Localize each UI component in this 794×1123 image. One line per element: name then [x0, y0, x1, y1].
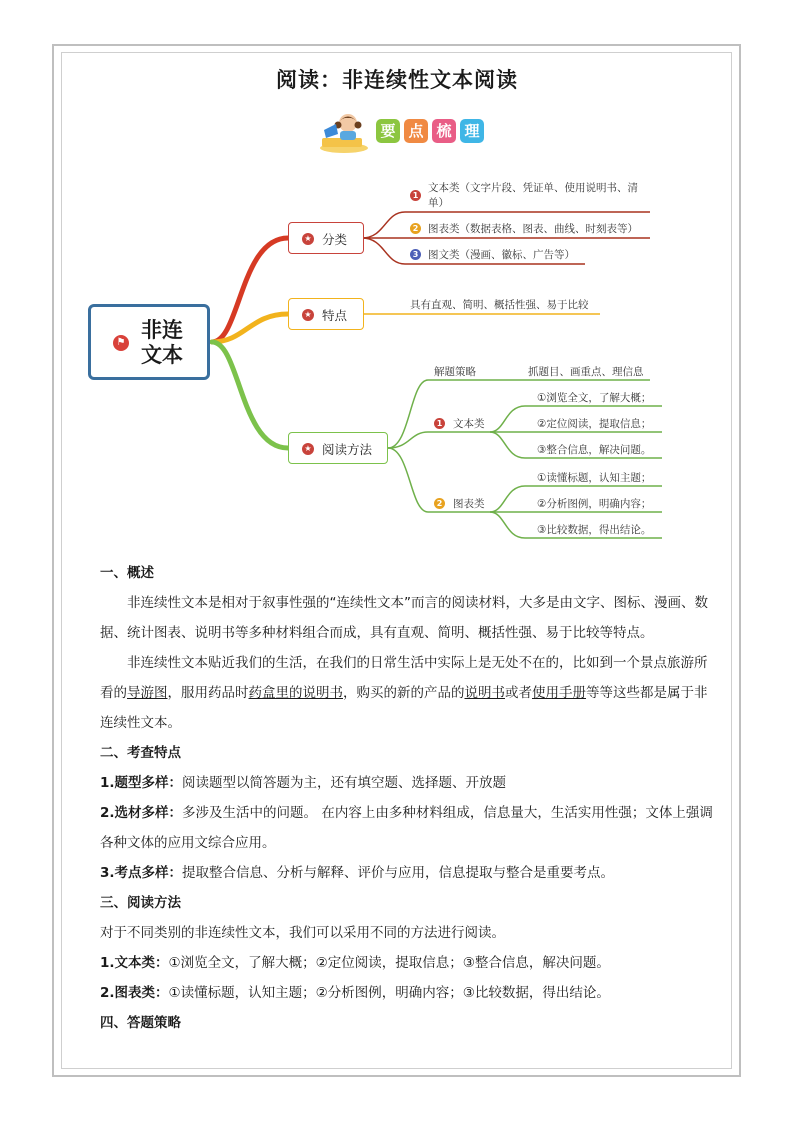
section-4-heading: 四、答题策略	[100, 1015, 181, 1031]
number-1-icon: 1	[410, 190, 421, 201]
section-2-heading: 二、考查特点	[100, 745, 181, 761]
section-3-item-2	[100, 978, 720, 1008]
text-run: ，服用药品时	[167, 685, 249, 701]
item-label: 1.文本类：	[100, 955, 169, 971]
number-1-icon: 1	[434, 418, 445, 429]
category-item-1-cont: 单）	[428, 197, 449, 209]
star-icon: ★	[302, 443, 314, 455]
text-run: 非连续性文本贴近我们的生活，在我们的日常生活中实际上是无处不在的，比如到一个景点旅游所看的	[100, 655, 708, 701]
text-step-3: ③整合信息，解决问题。	[537, 444, 652, 456]
badge-char-4: 理	[460, 119, 484, 143]
number-2-icon: 2	[434, 498, 445, 509]
item-label: 2.图表类：	[100, 985, 169, 1001]
root-label: 非连 文本	[141, 318, 183, 367]
branch-feature-label: 特点	[322, 308, 348, 323]
branch-category-label: 分类	[322, 232, 348, 247]
badge-char-2: 点	[404, 119, 428, 143]
text-run: ，购买的新的产品的	[343, 685, 465, 701]
feature-text: 具有直观、简明、概括性强、易于比较	[410, 299, 589, 311]
page-title: 阅读：非连续性文本阅读	[276, 68, 518, 92]
category-item-1: 文本类（文字片段、凭证单、使用说明书、清	[428, 182, 638, 194]
badge-char-3: 梳	[432, 119, 456, 143]
star-icon: ★	[302, 233, 314, 245]
text-step-2: ②定位阅读，提取信息；	[537, 418, 652, 430]
chart-step-2: ②分析图例，明确内容；	[537, 498, 652, 510]
underlined-term: 导游图	[127, 685, 168, 701]
mindmap-root	[88, 304, 210, 380]
badge-char-1: 要	[376, 119, 400, 143]
underlined-term: 说明书	[464, 685, 505, 701]
chart-step-3: ③比较数据，得出结论。	[537, 524, 652, 536]
chart-step-1: ①读懂标题，认知主题；	[537, 472, 652, 484]
item-label: 3.考点多样：	[100, 865, 183, 881]
category-item-3: 图文类（漫画、徽标、广告等）	[428, 249, 575, 261]
section-1-paragraph-2	[100, 648, 720, 738]
text-type-label: 文本类	[453, 418, 485, 430]
flag-icon: ⚑	[113, 335, 129, 351]
item-text: ①读懂标题，认知主题；②分析图例，明确内容；③比较数据，得出结论。	[168, 985, 610, 1001]
underlined-term: 药盒里的说明书	[248, 685, 343, 701]
item-text: 阅读题型以简答题为主，还有填空题、选择题、开放题	[182, 775, 507, 791]
text-run: 或者	[505, 685, 532, 701]
strategy-label: 解题策略	[434, 366, 476, 378]
section-2-item-3	[100, 858, 720, 888]
section-2-item-2	[100, 798, 720, 858]
strategy-text: 抓题目、画重点、理信息	[528, 366, 644, 378]
item-text: 提取整合信息、分析与解释、评价与应用，信息提取与整合是重要考点。	[182, 865, 615, 881]
text-step-1: ①浏览全文，了解大概；	[537, 392, 652, 404]
item-text: ①浏览全文，了解大概；②定位阅读，提取信息；③整合信息，解决问题。	[168, 955, 610, 971]
item-text: 多涉及生活中的问题。 在内容上由多种材料组成，信息量大，生活实用性强；文体上强调各种文体的应用文综合应用。	[100, 805, 713, 851]
number-2-icon: 2	[410, 223, 421, 234]
branch-feature	[288, 298, 364, 330]
chart-type-label: 图表类	[453, 498, 485, 510]
category-item-2: 图表类（数据表格、图表、曲线、时刻表等）	[428, 223, 638, 235]
item-label: 1.题型多样：	[100, 775, 183, 791]
number-3-icon: 3	[410, 249, 421, 260]
section-1-heading: 一、概述	[100, 565, 154, 581]
section-1-paragraph-1: 非连续性文本是相对于叙事性强的“连续性文本”而言的阅读材料，大多是由文字、图标、漫画、数据、统计图表、说明书等多种材料组合而成，具有直观、简明、概括性强、易于比较等特点。	[100, 595, 708, 641]
branch-method-label: 阅读方法	[322, 442, 373, 457]
item-label: 2.选材多样：	[100, 805, 183, 821]
mindmap-connectors	[0, 0, 794, 560]
star-icon: ★	[302, 309, 314, 321]
section-3-item-1	[100, 948, 720, 978]
branch-method	[288, 432, 388, 464]
section-2-item-1	[100, 768, 720, 798]
section-3-heading: 三、阅读方法	[100, 895, 181, 911]
text-run: 等等这些都是属于非连续性文本。	[100, 685, 708, 731]
branch-category	[288, 222, 364, 254]
underlined-term: 使用手册	[532, 685, 586, 701]
section-3-intro: 对于不同类别的非连续性文本，我们可以采用不同的方法进行阅读。	[100, 925, 505, 941]
document-body	[100, 558, 720, 1038]
